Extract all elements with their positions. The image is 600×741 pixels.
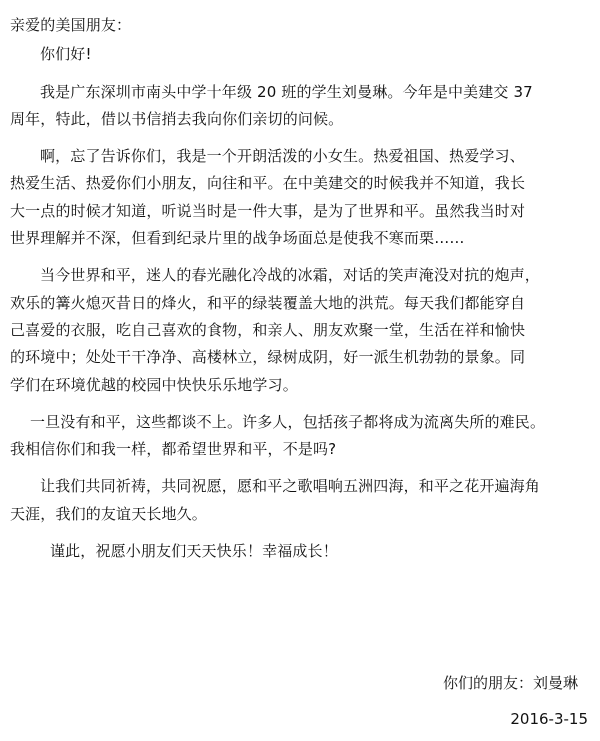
paragraph-line: 让我们共同祈祷，共同祝愿，愿和平之歌唱响五洲四海，和平之花开遍海角 xyxy=(40,477,540,496)
paragraph-line: 世界理解并不深，但看到纪录片里的战争场面总是使我不寒而栗…… xyxy=(10,229,465,248)
closing-wish: 谨此，祝愿小朋友们天天快乐！幸福成长！ xyxy=(50,542,338,561)
paragraph-peace-today xyxy=(10,262,590,398)
paragraph-about-me xyxy=(10,143,590,252)
paragraph-line: 热爱生活、热爱你们小朋友，向往和平。在中美建交的时候我并不知道，我长 xyxy=(10,174,526,193)
paragraph-line: 周年，特此，借以书信捎去我向你们亲切的问候。 xyxy=(10,109,344,128)
paragraph-line: 一旦没有和平，这些都谈不上。许多人，包括孩子都将成为流离失所的难民。 xyxy=(30,412,546,431)
paragraph-line: 欢乐的篝火熄灭昔日的烽火，和平的绿装覆盖大地的洪荒。每天我们都能穿自 xyxy=(10,293,526,312)
letter-body xyxy=(10,12,590,575)
paragraph-introduction xyxy=(10,79,590,134)
greeting: 你们好! xyxy=(40,45,92,64)
paragraph-line: 己喜爱的衣服，吃自己喜欢的食物，和亲人、朋友欢聚一堂，生活在祥和愉快 xyxy=(10,320,526,339)
letter-date: 2016-3-15 xyxy=(510,710,588,728)
signature: 你们的朋友：刘曼琳 xyxy=(442,674,578,692)
paragraph-line: 天涯，我们的友谊天长地久。 xyxy=(10,504,207,523)
paragraph-line: 的环境中；处处干干净净、高楼林立，绿树成阴，好一派生机勃勃的景象。同 xyxy=(10,348,526,367)
paragraph-line: 啊，忘了告诉你们，我是一个开朗活泼的小女生。热爱祖国、热爱学习、 xyxy=(40,147,525,166)
paragraph-without-peace xyxy=(10,409,590,464)
paragraph-line: 当今世界和平，迷人的春光融化冷战的冰霜，对话的笑声淹没对抗的炮声， xyxy=(40,266,540,285)
paragraph-line: 学们在环境优越的校园中快快乐乐地学习。 xyxy=(10,375,298,394)
paragraph-prayer xyxy=(10,473,590,528)
paragraph-line: 我是广东深圳市南头中学十年级 20 班的学生刘曼琳。今年是中美建交 37 xyxy=(40,82,533,101)
salutation: 亲爱的美国朋友： xyxy=(10,16,132,34)
paragraph-line: 我相信你们和我一样，都希望世界和平，不是吗? xyxy=(10,440,337,459)
paragraph-line: 大一点的时候才知道，听说当时是一件大事，是为了世界和平。虽然我当时对 xyxy=(10,201,526,220)
